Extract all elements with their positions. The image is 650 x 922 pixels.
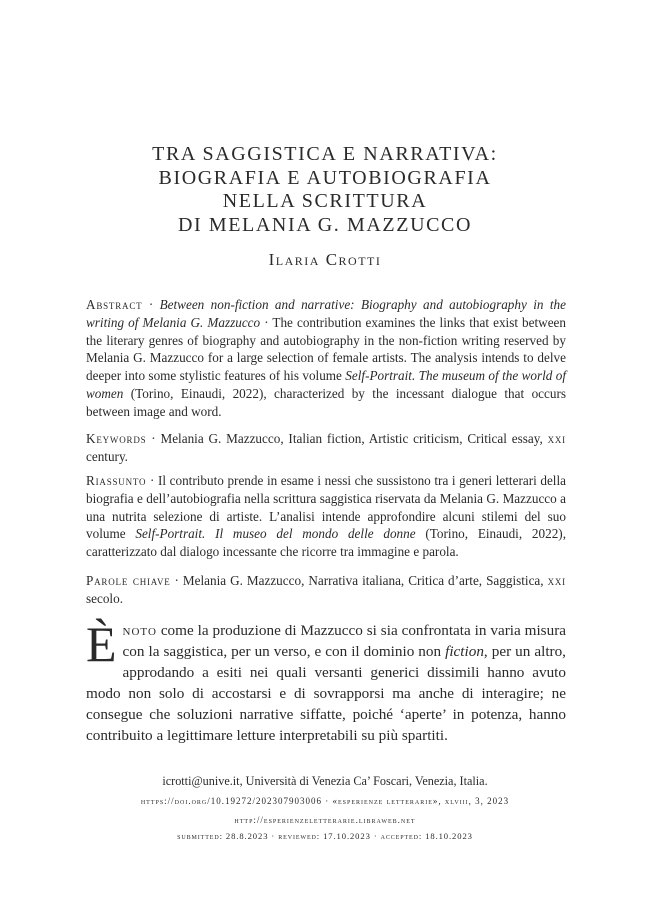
abstract-text: · The contribution examines the links that exist between the literary genres of biography and autobiography in the non-fiction writing reserved by Melania G. Mazzucco for a large selection of female artists. The analysis intends to delve deeper into some stylistic features of his volume: [86, 314, 566, 384]
riassunto-label: Riassunto: [86, 473, 147, 488]
keywords-end: century.: [86, 448, 128, 464]
doi-line: https://doi.org/10.19272/202307903006 · «esperienze letterarie», xlviii, 3, 2023: [140, 796, 510, 806]
riassunto-separator: ·: [146, 473, 158, 488]
parole-chiave-end: secolo.: [86, 590, 123, 606]
body-text: come la produzione di Mazzucco si sia confrontata in varia misura con la saggistica, per un verso, e con il dominio non: [122, 622, 566, 660]
article-title: [0, 143, 650, 237]
parole-chiave-century: xxi: [547, 573, 566, 588]
author-email-affiliation: icrotti@unive.it, Università di Venezia Ca’ Foscari, Venezia, Italia.: [162, 774, 488, 788]
keywords-century: xxi: [547, 431, 566, 446]
abstract-text-end: (Torino, Einaudi, 2022), characterized by the incessant dialogue that occurs between image and word.: [86, 385, 566, 419]
title-line: TRA SAGGISTICA E NARRATIVA:: [152, 143, 498, 165]
body-italic-fiction: fiction: [445, 643, 484, 660]
parole-chiave-text: Melania G. Mazzucco, Narrativa italiana, Critica d’arte, Saggistica,: [182, 573, 548, 588]
riassunto-book-title: Self-Portrait. Il museo del mondo delle donne: [135, 526, 416, 542]
riassunto-text: Il contributo prende in esame i nessi che sussistono tra i generi letterari della biografia e dell’autobiografia nella scrittura saggistica riservata da Melania G. Mazzucco a una nutrita selezione di artiste. L’analisi intende approfondire alcuni stilemi del suo volume: [86, 473, 566, 542]
riassunto-text-end: (Torino, Einaudi, 2022), caratterizzato dal dialogo incessante che ricorre tra immagine e parola.: [86, 526, 566, 560]
first-word: noto: [122, 622, 157, 639]
abstract-book-title: Self-Portrait. The museum of the world of women: [86, 368, 566, 401]
keywords-separator: ·: [146, 431, 161, 446]
riassunto-section: [86, 472, 566, 561]
title-line: NELLA SCRITTURA: [222, 190, 428, 212]
title-line: BIOGRAFIA E AUTOBIOGRAFIA: [158, 166, 492, 189]
parole-chiave-label: Parole chiave: [86, 573, 171, 588]
keywords-text: Melania G. Mazzucco, Italian fiction, Artistic criticism, Critical essay,: [160, 431, 548, 446]
submission-dates: submitted: 28.8.2023 · reviewed: 17.10.2023 · accepted: 18.10.2023: [177, 831, 473, 841]
drop-cap: È: [86, 616, 117, 672]
abstract-label: Abstract: [86, 297, 143, 312]
body-paragraph: [86, 616, 566, 746]
title-line: DI MELANIA G. MAZZUCCO: [177, 213, 473, 236]
author-name: Ilaria Crotti: [268, 250, 382, 269]
keywords-section: [86, 430, 566, 466]
parole-chiave-section: [86, 572, 566, 608]
journal-url: http://esperienzeletterarie.libraweb.net: [234, 815, 416, 825]
abstract-section: [86, 296, 566, 421]
body-text-end: , per un altro, approdando a esiti nei quali versanti generici dissimili hanno avuto modo non solo di accostarsi e di sovrapporsi ma anche di interagire; ne consegue che soluzioni narrative siffatte, poiché ‘aperte’ in potenza, hanno contribuito a legittimare letture interpretabili su più spartiti.: [86, 643, 566, 744]
abstract-english-title: Between non-fiction and narrative: Biography and autobiography in the writing of Melania G. Mazzucco: [86, 297, 566, 330]
parole-chiave-separator: ·: [170, 573, 183, 588]
abstract-separator: ·: [142, 297, 160, 312]
keywords-label: Keywords: [86, 431, 147, 446]
